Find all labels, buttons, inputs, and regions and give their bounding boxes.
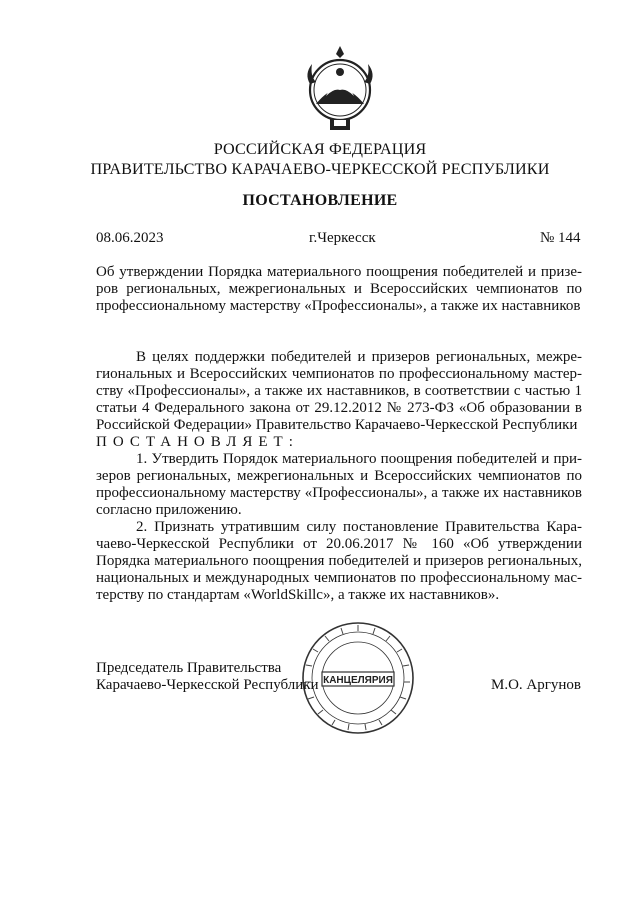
preamble-line: статьи 4 Федерального закона от 29.12.2012 № 273-ФЗ «Об образовании в: [96, 400, 582, 416]
item-2-line: Порядка материального поощрения победителей и призеров региональных,: [96, 553, 582, 569]
item-1-line: согласно приложению.: [96, 502, 242, 518]
preamble-line: В целях поддержки победителей и призеров региональных, межре-: [136, 349, 582, 365]
item-1-line: 1. Утвердить Порядок материального поощрения победителей и при-: [136, 451, 582, 467]
signatory-position: Карачаево-Черкесской Республики: [96, 677, 319, 693]
document-subject: [96, 264, 582, 315]
signatory-position: Председатель Правительства: [96, 660, 282, 676]
subject-line: профессиональному мастерству «Профессионалы», а также их наставников: [96, 298, 581, 314]
preamble-line: гиональных и Всероссийских чемпионатов по профессиональному мастер-: [96, 366, 582, 382]
subject-line: Об утверждении Порядка материального поощрения победителей и призе-: [96, 264, 582, 280]
decree-items: [96, 451, 582, 604]
item-2-line: 2. Признать утратившим силу постановление Правительства Кара-: [136, 519, 582, 535]
preamble-line: ству «Профессионалы», а также их наставников, в соответствии с частью 1: [96, 383, 582, 399]
document-date: 08.06.2023: [96, 230, 164, 246]
stamp-center-text: КАНЦЕЛЯРИЯ: [323, 675, 393, 686]
subject-line: ров региональных, межрегиональных и Всероссийских чемпионатов по: [96, 281, 582, 297]
item-2-line: терству по стандартам «WorldSkillс», а также их наставников».: [96, 587, 500, 603]
document-city: г.Черкесск: [309, 230, 376, 246]
preamble-paragraph: [96, 349, 582, 434]
item-2-line: национальных и международных чемпионатов по профессиональному мас-: [96, 570, 582, 586]
directive-word: ПОСТАНОВЛЯЕТ:: [96, 434, 299, 450]
item-2-line: чаево-Черкесской Республики от 20.06.2017 № 160 «Об утверждении: [96, 536, 582, 552]
document-type: ПОСТАНОВЛЕНИЕ: [242, 192, 398, 209]
signatory-name: М.О. Аргунов: [491, 677, 582, 693]
item-1-line: зеров региональных, межрегиональных и Всероссийских чемпионатов по: [96, 468, 582, 484]
item-1-line: профессиональному мастерству «Профессионалы», а также их наставников: [96, 485, 582, 501]
karachay-cherkessia-coat-of-arms-icon: [300, 44, 380, 136]
preamble-line: Российской Федерации» Правительство Карачаево-Черкесской Республики: [96, 417, 578, 433]
document-number: № 144: [540, 230, 581, 246]
country-header: РОССИЙСКАЯ ФЕДЕРАЦИЯ: [213, 140, 427, 158]
government-header: ПРАВИТЕЛЬСТВО КАРАЧАЕВО-ЧЕРКЕССКОЙ РЕСПУБЛИКИ: [90, 160, 550, 178]
